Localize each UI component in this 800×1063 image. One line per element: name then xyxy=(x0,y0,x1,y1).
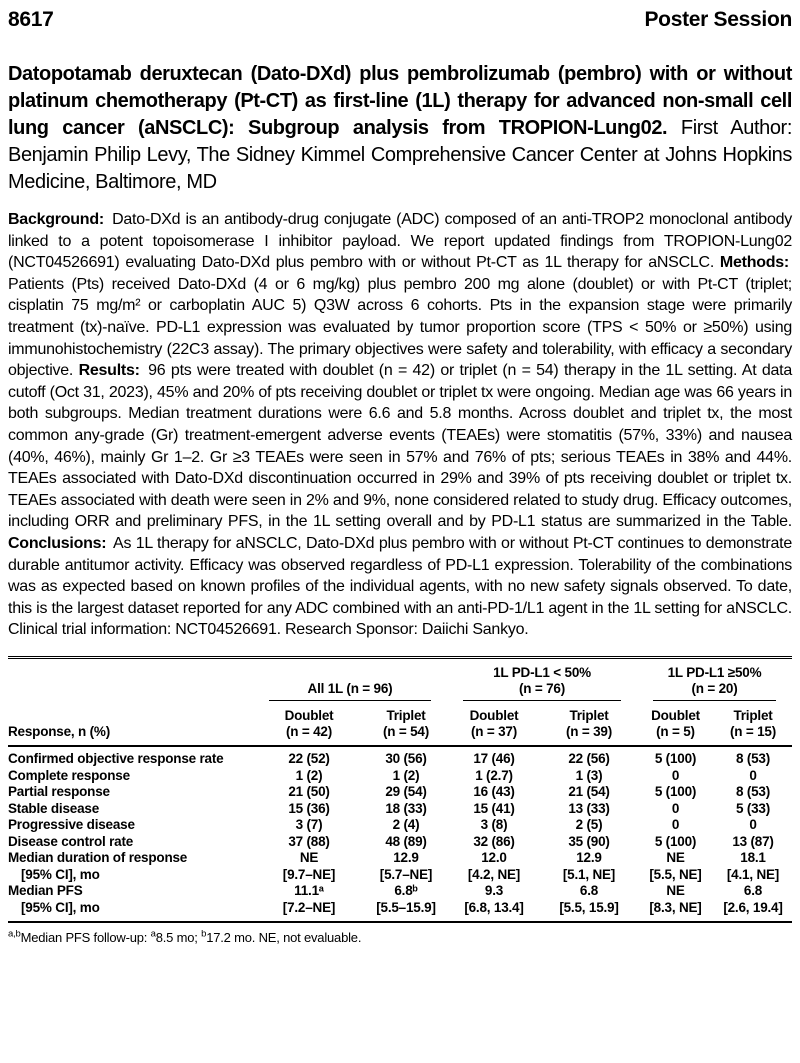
table-cell: 9.3 xyxy=(484,883,504,899)
row-label: Progressive disease xyxy=(8,817,135,833)
subhead-line1: Doublet xyxy=(284,708,334,724)
footnote-sup-b: b xyxy=(201,929,207,941)
table-cell: 35 (90) xyxy=(568,833,610,849)
subhead-line2: (n = 54) xyxy=(382,724,430,740)
row-label: Partial response xyxy=(8,784,110,800)
table-cell: 18.1 xyxy=(740,850,766,866)
row-label: Confirmed objective response rate xyxy=(8,751,224,767)
table-cell: 16 (43) xyxy=(473,784,515,800)
row-label: [95% CI], mo xyxy=(21,899,100,915)
subhead-line2: (n = 39) xyxy=(565,724,613,740)
table-cell: 30 (56) xyxy=(385,751,427,767)
table-row xyxy=(8,768,792,785)
table-cell: 12.9 xyxy=(576,850,602,866)
footnote-sup-prefix: a,b xyxy=(8,929,21,941)
subhead-triplet-lt50 xyxy=(541,701,637,746)
table-cell: 8 (53) xyxy=(735,751,771,767)
subhead-doublet-lt50 xyxy=(447,701,541,746)
table-cell: [9.7–NE] xyxy=(282,866,336,882)
subhead-triplet-all xyxy=(365,701,447,746)
table-cell: 13 (33) xyxy=(568,800,610,816)
table-cell: 12.0 xyxy=(481,850,507,866)
table-cell: 0 xyxy=(671,767,680,783)
subhead-line1: Triplet xyxy=(569,708,609,724)
footnote-text: Median PFS follow-up: xyxy=(20,930,148,946)
table-cell: 2 (4) xyxy=(392,817,420,833)
table-cell: 22 (56) xyxy=(568,751,610,767)
group-pdl1-lt50-line2: (n = 76) xyxy=(518,680,566,696)
table-cell: 48 (89) xyxy=(385,833,427,849)
abstract-title-block xyxy=(8,61,792,196)
section-text-conclusions: As 1L therapy for aNSCLC, Dato-DXd plus pembro with or without Pt-CT continues to demonstrate durable antitumor activity. Efficacy was observed regardless of PD-L1 expression. Tolerability of the combinations was as expected based on known profiles of the individual agents, with no new safety signals observed. To date, this is the largest dataset reported for any ADC combined with an anti-PD-1/L1 agent in the 1L setting for aNSCLC. Clinical trial information: NCT04526691. Research Sponsor: Daiichi Sankyo. xyxy=(8,534,792,639)
abstract-number: 8617 xyxy=(8,8,54,31)
section-label-results: Results: xyxy=(78,362,140,380)
table-cell: 1 (3) xyxy=(575,767,603,783)
table-row xyxy=(8,801,792,818)
subhead-doublet-ge50 xyxy=(637,701,714,746)
subhead-line2: (n = 5) xyxy=(656,724,695,740)
table-cell: 13 (87) xyxy=(732,833,774,849)
table-cell: 21 (54) xyxy=(568,784,610,800)
abstract-authors: First Author: Benjamin Philip Levy, The Sidney Kimmel Comprehensive Cancer Center at Johns Hopkins Medicine, Baltimore, MD xyxy=(8,117,792,193)
table-cell: 0 xyxy=(671,800,680,816)
table-row xyxy=(8,834,792,851)
table-cell: 15 (36) xyxy=(288,800,330,816)
table-cell: [5.7–NE] xyxy=(379,866,433,882)
row-label: Stable disease xyxy=(8,800,100,816)
section-text-background: Dato-DXd is an antibody-drug conjugate (ADC) composed of an anti-TROP2 monoclonal antibody linked to a potent topoisomerase I inhibitor payload. We report updated findings from TROPION-Lung02 (NCT04526691) evaluating Dato-DXd plus pembro with or without Pt-CT as 1L therapy for aNSCLC. xyxy=(8,211,792,272)
table-row xyxy=(8,817,792,834)
table-cell: [5.5–15.9] xyxy=(376,899,436,915)
group-header-all-1l xyxy=(253,659,447,702)
subhead-line1: Triplet xyxy=(733,708,773,724)
group-pdl1-ge50-line1: 1L PD-L1 ≥50% xyxy=(667,664,762,680)
table-subheader-row xyxy=(8,701,792,746)
table-group-header-row xyxy=(8,659,792,702)
page-header xyxy=(8,8,792,32)
table-cell: 1 (2) xyxy=(392,767,420,783)
table-cell: 29 (54) xyxy=(385,784,427,800)
table-cell: [5.5, 15.9] xyxy=(559,899,619,915)
table-cell: 0 xyxy=(671,817,680,833)
subhead-line1: Triplet xyxy=(386,708,426,724)
table-cell: 37 (88) xyxy=(288,833,330,849)
section-text-results: 96 pts were treated with doublet (n = 42) or triplet (n = 54) therapy in the 1L setting. At data cutoff (Oct 31, 2023), 45% and 20% of pts receiving doublet or triplet tx were ongoing. Median age was 66 years in both subgroups. Median treatment durations were 6.6 and 5.8 months. Across doublet and triplet tx, the most common any-grade (Gr) treatment-emergent adverse events (TEAEs) were stomatitis (57%, 33%) and nausea (40%, 46%), mainly Gr 1–2. Gr ≥3 TEAEs were seen in 57% and 76% of pts; serious TEAEs in 38% and 44%. TEAEs associated with Dato-DXd discontinuation occurred in 29% and 39% of pts receiving doublet or triplet tx. TEAEs associated with death were seen in 2% and 9%, none considered related to study drug. Efficacy outcomes, including ORR and preliminary PFS, in the 1L setting overall and by PD-L1 status are summarized in the Table. xyxy=(8,362,792,531)
footnote-text: 8.5 mo; xyxy=(155,930,198,946)
table-cell: [4.1, NE] xyxy=(726,866,780,882)
section-label-background: Background: xyxy=(8,211,104,228)
table-cell: 6.8ᵇ xyxy=(394,883,418,899)
table-cell: 1 (2) xyxy=(295,767,323,783)
table-cell: 11.1ᵃ xyxy=(294,883,324,899)
subhead-line2: (n = 15) xyxy=(729,724,777,740)
table-cell: 5 (100) xyxy=(654,784,697,800)
subhead-line2: (n = 42) xyxy=(285,724,333,740)
table-cell: [7.2–NE] xyxy=(282,899,336,915)
footnote-sup-a: a xyxy=(150,929,156,941)
table-cell: NE xyxy=(666,850,685,866)
table-cell: 5 (100) xyxy=(654,751,697,767)
table-cell: 12.9 xyxy=(393,850,419,866)
abstract-title: Datopotamab deruxtecan (Dato-DXd) plus pembrolizumab (pembro) with or without platinum chemotherapy (Pt-CT) as first-line (1L) therapy for advanced non-small cell lung cancer (aNSCLC): Subgroup analysis from TROPION-Lung02. xyxy=(8,63,792,139)
subhead-line2: (n = 37) xyxy=(470,724,518,740)
table-row xyxy=(8,867,792,884)
footnote-text: 17.2 mo. NE, not evaluable. xyxy=(206,930,362,946)
table-cell: [6.8, 13.4] xyxy=(464,899,524,915)
table-cell: 0 xyxy=(749,767,757,783)
table-cell: [4.2, NE] xyxy=(467,866,521,882)
abstract-body xyxy=(8,209,792,641)
row-label: [95% CI], mo xyxy=(21,866,100,882)
table-cell: 5 (100) xyxy=(654,833,697,849)
group-header-spacer xyxy=(8,659,253,702)
group-header-pdl1-lt50 xyxy=(447,659,637,702)
table-cell: 2 (5) xyxy=(575,817,603,833)
table-cell: [2.6, 19.4] xyxy=(723,899,783,915)
table-cell: 22 (52) xyxy=(288,751,330,767)
table-cell: [5.1, NE] xyxy=(562,866,616,882)
table-cell: [5.5, NE] xyxy=(649,866,702,882)
table-cell: 21 (50) xyxy=(288,784,330,800)
table-cell: 6.8 xyxy=(579,883,599,899)
table-body xyxy=(8,746,792,916)
table-footnote xyxy=(8,930,792,945)
subhead-triplet-ge50 xyxy=(714,701,792,746)
row-label: Disease control rate xyxy=(8,833,134,849)
table-cell: 17 (46) xyxy=(473,751,515,767)
row-label: Median duration of response xyxy=(8,850,188,866)
group-pdl1-ge50-line2: (n = 20) xyxy=(691,680,738,696)
row-label: Median PFS xyxy=(8,883,83,899)
section-label-methods: Methods: xyxy=(719,254,789,272)
table-cell: NE xyxy=(666,883,685,899)
group-pdl1-lt50-line1: 1L PD-L1 < 50% xyxy=(493,664,591,680)
table-row xyxy=(8,746,792,768)
table-bottom-rule xyxy=(8,921,792,923)
table-cell: NE xyxy=(299,850,319,866)
subhead-line1: Doublet xyxy=(469,708,519,724)
table-cell: 32 (86) xyxy=(473,833,515,849)
section-text-methods: Patients (Pts) received Dato-DXd (4 or 6 mg/kg) plus pembro 200 mg alone (doublet) or with Pt-CT (triplet; cisplatin 75 mg/m² or carboplatin AUC 5) Q3W across 6 cohorts. Pts in the expansion stage were primarily treatment (tx)-naïve. PD-L1 expression was evaluated by tumor proportion score (TPS < 50% or ≥50%) using immunohistochemistry (22C3 assay). The primary objectives were safety and tolerability, with efficacy a secondary objective. xyxy=(8,275,792,380)
subhead-doublet-all xyxy=(253,701,365,746)
row-label: Complete response xyxy=(8,767,130,783)
group-all-1l-line1: All 1L (n = 96) xyxy=(307,680,393,696)
section-label-conclusions: Conclusions: xyxy=(8,534,107,552)
table-cell: [8.3, NE] xyxy=(649,899,702,915)
group-header-pdl1-ge50 xyxy=(637,659,792,702)
row-header-label: Response, n (%) xyxy=(8,701,253,746)
table-row xyxy=(8,784,792,801)
table-cell: 3 (8) xyxy=(480,817,508,833)
table-cell: 18 (33) xyxy=(385,800,427,816)
table-cell: 8 (53) xyxy=(735,784,771,800)
table-row xyxy=(8,850,792,867)
results-table xyxy=(8,659,792,917)
table-row xyxy=(8,883,792,900)
table-cell: 6.8 xyxy=(743,883,763,899)
table-cell: 15 (41) xyxy=(473,800,515,816)
table-cell: 1 (2.7) xyxy=(475,767,513,783)
subhead-line1: Doublet xyxy=(651,708,700,724)
table-cell: 5 (33) xyxy=(735,800,771,816)
table-cell: 3 (7) xyxy=(295,817,323,833)
table-cell: 0 xyxy=(749,817,757,833)
session-type-label: Poster Session xyxy=(644,8,792,31)
table-row xyxy=(8,900,792,917)
